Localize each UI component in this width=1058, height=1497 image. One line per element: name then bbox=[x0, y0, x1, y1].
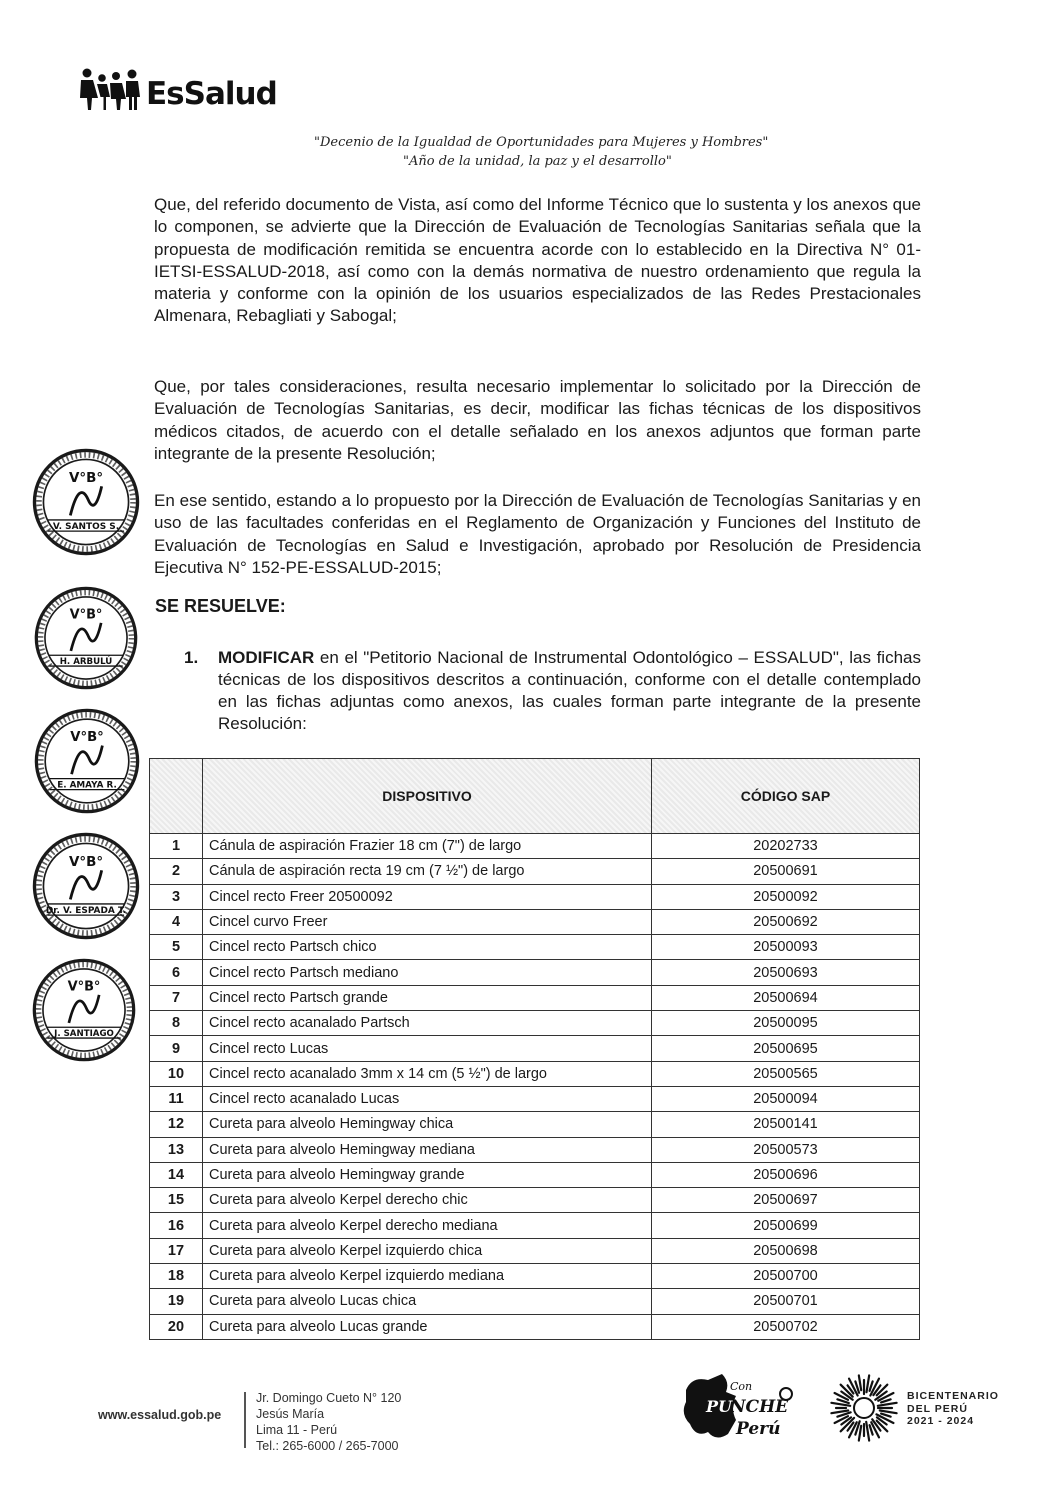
table-body bbox=[150, 834, 920, 1340]
row-number: 19 bbox=[150, 1289, 203, 1314]
decenio-motto: "Decenio de la Igualdad de Oportunidades para Mujeres y Hombres" bbox=[314, 135, 769, 150]
svg-text:PU: PU bbox=[706, 1397, 732, 1416]
row-number: 11 bbox=[150, 1086, 203, 1111]
svg-text:Perú: Perú bbox=[736, 1419, 781, 1439]
row-number: 10 bbox=[150, 1061, 203, 1086]
row-number: 5 bbox=[150, 935, 203, 960]
item-text bbox=[218, 647, 921, 735]
row-device: Cánula de aspiración Frazier 18 cm (7") de largo bbox=[203, 834, 652, 859]
row-code: 20500701 bbox=[652, 1289, 920, 1314]
footer-address bbox=[256, 1390, 401, 1454]
approval-stamp bbox=[32, 706, 142, 816]
row-device: Cincel curvo Freer bbox=[203, 909, 652, 934]
devices-table bbox=[149, 758, 920, 1340]
table-row bbox=[150, 1289, 920, 1314]
row-number: 3 bbox=[150, 884, 203, 909]
bicentenario-emblem-icon bbox=[828, 1372, 900, 1444]
table-row bbox=[150, 1213, 920, 1238]
item-body: en el "Petitorio Nacional de Instrumental Odontológico – ESSALUD", las fichas técnicas de los dispositivos descritos a continuación, conforme con el detalle contemplado en las fichas adjuntas como anexos, las cuales forman parte integrante de la presente Resolución: bbox=[218, 648, 921, 733]
row-code: 20500093 bbox=[652, 935, 920, 960]
row-code: 20500700 bbox=[652, 1264, 920, 1289]
row-number: 7 bbox=[150, 985, 203, 1010]
row-code: 20202733 bbox=[652, 834, 920, 859]
row-code: 20500694 bbox=[652, 985, 920, 1010]
row-code: 20500092 bbox=[652, 884, 920, 909]
row-device: Cincel recto Partsch grande bbox=[203, 985, 652, 1010]
address-line: Jesús María bbox=[256, 1407, 325, 1421]
row-number: 1 bbox=[150, 834, 203, 859]
bicentenario-line: 2021 - 2024 bbox=[907, 1415, 975, 1427]
table-row bbox=[150, 834, 920, 859]
row-number: 14 bbox=[150, 1162, 203, 1187]
row-device: Cureta para alveolo Lucas chica bbox=[203, 1289, 652, 1314]
stamp-signer-name: E. AMAYA R. bbox=[57, 780, 117, 791]
stamp-vobo-label: V°B° bbox=[69, 607, 103, 623]
row-code: 20500095 bbox=[652, 1011, 920, 1036]
row-code: 20500698 bbox=[652, 1238, 920, 1263]
row-device: Cincel recto Partsch mediano bbox=[203, 960, 652, 985]
approval-stamp bbox=[30, 830, 142, 942]
item-verb: MODIFICAR bbox=[218, 648, 315, 667]
website-link[interactable]: www.essalud.gob.pe bbox=[98, 1408, 222, 1422]
svg-text:NCHE: NCHE bbox=[730, 1397, 789, 1417]
table-row bbox=[150, 1036, 920, 1061]
stamp-signer-name: V. SANTOS S. bbox=[52, 521, 120, 532]
row-code: 20500094 bbox=[652, 1086, 920, 1111]
row-number: 17 bbox=[150, 1238, 203, 1263]
row-code: 20500141 bbox=[652, 1112, 920, 1137]
stamp-signer-name: J. SANTIAGO bbox=[54, 1028, 114, 1039]
approval-stamp bbox=[30, 446, 142, 558]
stamp-signer-name: Dr. V. ESPADA T. bbox=[45, 905, 127, 916]
row-code: 20500565 bbox=[652, 1061, 920, 1086]
row-number: 13 bbox=[150, 1137, 203, 1162]
stamp-vobo-label: V°B° bbox=[68, 854, 104, 870]
address-line: Tel.: 265-6000 / 265-7000 bbox=[256, 1439, 399, 1453]
address-line: Jr. Domingo Cueto N° 120 bbox=[256, 1391, 402, 1405]
bicentenario-line: BICENTENARIO bbox=[907, 1390, 999, 1402]
svg-text:Con: Con bbox=[730, 1380, 753, 1393]
row-code: 20500691 bbox=[652, 859, 920, 884]
table-row bbox=[150, 859, 920, 884]
logo-text: EsSalud bbox=[146, 76, 277, 112]
stamp-vobo-label: V°B° bbox=[68, 470, 104, 486]
essalud-logo bbox=[78, 66, 277, 110]
table-row bbox=[150, 884, 920, 909]
item-number: 1. bbox=[184, 648, 199, 667]
year-motto: "Año de la unidad, la paz y el desarrollo" bbox=[403, 154, 672, 169]
row-device: Cureta para alveolo Hemingway grande bbox=[203, 1162, 652, 1187]
row-number: 15 bbox=[150, 1188, 203, 1213]
table-row bbox=[150, 1264, 920, 1289]
row-number: 12 bbox=[150, 1112, 203, 1137]
con-punche-peru-logo bbox=[678, 1368, 798, 1448]
table-row bbox=[150, 1162, 920, 1187]
row-code: 20500702 bbox=[652, 1314, 920, 1339]
header-code: CÓDIGO SAP bbox=[652, 759, 920, 834]
row-code: 20500697 bbox=[652, 1188, 920, 1213]
table-row bbox=[150, 1011, 920, 1036]
table-row bbox=[150, 1086, 920, 1111]
footer-divider bbox=[244, 1392, 246, 1448]
row-number: 9 bbox=[150, 1036, 203, 1061]
row-number: 6 bbox=[150, 960, 203, 985]
row-device: Cincel recto Freer 20500092 bbox=[203, 884, 652, 909]
row-code: 20500573 bbox=[652, 1137, 920, 1162]
family-figures-icon bbox=[78, 66, 142, 110]
row-code: 20500699 bbox=[652, 1213, 920, 1238]
address-line: Lima 11 - Perú bbox=[256, 1423, 338, 1437]
bicentenario-line: DEL PERÚ bbox=[907, 1402, 968, 1415]
row-device: Cureta para alveolo Hemingway chica bbox=[203, 1112, 652, 1137]
table-header-row bbox=[150, 759, 920, 834]
table-row bbox=[150, 960, 920, 985]
row-number: 20 bbox=[150, 1314, 203, 1339]
stamp-vobo-label: V°B° bbox=[67, 979, 101, 995]
row-code: 20500695 bbox=[652, 1036, 920, 1061]
row-number: 16 bbox=[150, 1213, 203, 1238]
paragraph-sentido: En ese sentido, estando a lo propuesto por la Dirección de Evaluación de Tecnologías Sanitarias y en uso de las facultades conferidas en el Reglamento de Organización y Funciones del Instituto de Evaluación de Tecnologías en Salud e Investigación, aprobado por Resolución de Presidencia Ejecutiva N° 152-PE-ESSALUD-2015; bbox=[154, 491, 921, 577]
row-device: Cincel recto acanalado 3mm x 14 cm (5 ½") de largo bbox=[203, 1061, 652, 1086]
row-number: 8 bbox=[150, 1011, 203, 1036]
se-resuelve-heading: SE RESUELVE: bbox=[155, 596, 286, 616]
row-number: 4 bbox=[150, 909, 203, 934]
table-row bbox=[150, 1188, 920, 1213]
table-row bbox=[150, 1314, 920, 1339]
table-row bbox=[150, 985, 920, 1010]
row-device: Cincel recto acanalado Lucas bbox=[203, 1086, 652, 1111]
stamp-vobo-label: V°B° bbox=[70, 730, 104, 746]
resolution-item-1 bbox=[184, 647, 921, 735]
row-device: Cincel recto acanalado Partsch bbox=[203, 1011, 652, 1036]
paragraph-consideraciones: Que, por tales consideraciones, resulta necesario implementar lo solicitado por la Dirección de Evaluación de Tecnologías Sanitarias, es decir, modificar las fichas técnicas de los dispositivos médicos citados, de acuerdo con el detalle señalado en los anexos adjuntos que forman parte integrante de la presente Resolución; bbox=[154, 377, 921, 463]
row-code: 20500696 bbox=[652, 1162, 920, 1187]
row-device: Cánula de aspiración recta 19 cm (7 ½") de largo bbox=[203, 859, 652, 884]
header-device: DISPOSITIVO bbox=[203, 759, 652, 834]
row-device: Cincel recto Lucas bbox=[203, 1036, 652, 1061]
table-row bbox=[150, 1061, 920, 1086]
row-device: Cureta para alveolo Kerpel izquierdo chica bbox=[203, 1238, 652, 1263]
paragraph-vista: Que, del referido documento de Vista, así como del Informe Técnico que lo sustenta y los anexos que lo componen, se advierte que la Dirección de Evaluación de Tecnologías Sanitarias señala que la propuesta de modificación remitida se encuentra acorde con lo establecido en la Directiva N° 01-IETSI-ESSALUD-2018, así como con la demás normativa de nuestro ordenamiento que regula la materia y conforme con la opinión de los usuarios especializados de las Redes Prestacionales Almenara, Rebagliati y Sabogal; bbox=[154, 195, 921, 326]
header-number bbox=[150, 759, 203, 834]
row-device: Cureta para alveolo Kerpel izquierdo mediana bbox=[203, 1264, 652, 1289]
approval-stamp bbox=[30, 954, 138, 1066]
table-row bbox=[150, 909, 920, 934]
row-device: Cureta para alveolo Kerpel derecho chic bbox=[203, 1188, 652, 1213]
stamp-signer-name: H. ARBULÚ bbox=[59, 656, 113, 667]
row-code: 20500693 bbox=[652, 960, 920, 985]
row-device: Cureta para alveolo Kerpel derecho mediana bbox=[203, 1213, 652, 1238]
row-number: 18 bbox=[150, 1264, 203, 1289]
bicentenario-text bbox=[907, 1390, 999, 1428]
table-row bbox=[150, 1137, 920, 1162]
approval-stamp bbox=[32, 582, 140, 694]
table-row bbox=[150, 1238, 920, 1263]
row-number: 2 bbox=[150, 859, 203, 884]
row-code: 20500692 bbox=[652, 909, 920, 934]
row-device: Cureta para alveolo Lucas grande bbox=[203, 1314, 652, 1339]
row-device: Cincel recto Partsch chico bbox=[203, 935, 652, 960]
table-row bbox=[150, 1112, 920, 1137]
table-row bbox=[150, 935, 920, 960]
row-device: Cureta para alveolo Hemingway mediana bbox=[203, 1137, 652, 1162]
